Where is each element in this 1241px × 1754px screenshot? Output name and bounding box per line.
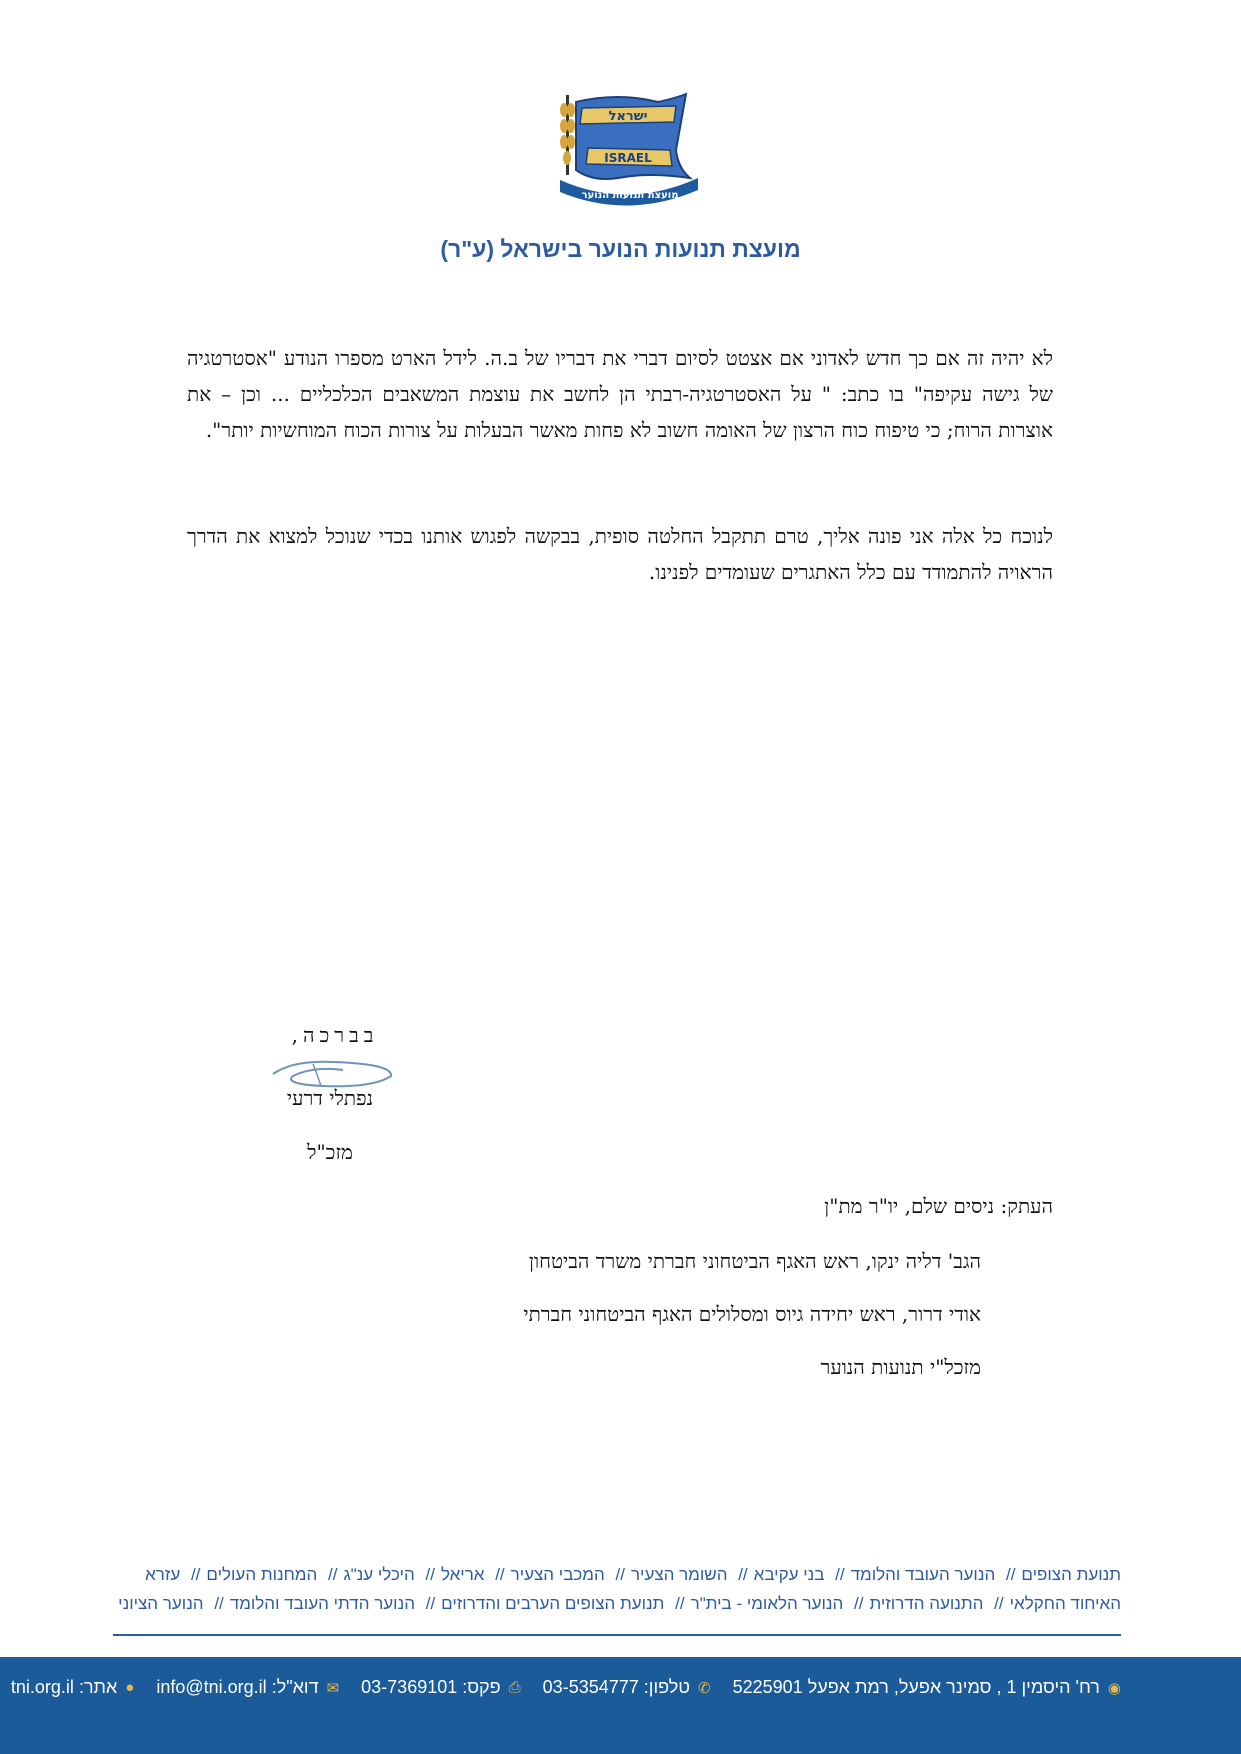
movement-name: הנוער הלאומי - בית"ר <box>690 1594 844 1613</box>
movement-name: אריאל <box>440 1565 485 1584</box>
signature-greeting: בברכה, <box>291 1023 379 1047</box>
email-text: דוא"ל: info@tni.org.il <box>156 1677 319 1697</box>
svg-text:ISRAEL: ISRAEL <box>604 151 652 165</box>
movements-row-2 <box>113 1594 1121 1614</box>
separator: // <box>214 1594 224 1613</box>
movement-name: האיחוד החקלאי <box>1009 1594 1121 1613</box>
cc-recipient: אודי דרור, ראש יחידה גיוס ומסלולים האגף הביטחוני חברתי <box>523 1302 981 1326</box>
phone-icon: ✆ <box>698 1679 711 1697</box>
separator: // <box>425 1594 436 1613</box>
separator: // <box>615 1565 625 1584</box>
globe-icon: ● <box>125 1679 135 1696</box>
cc-recipient: מזכל"י תנועות הנוער <box>820 1355 981 1379</box>
movements-row-1 <box>113 1565 1121 1585</box>
movement-name: המחנות העולים <box>206 1565 318 1584</box>
signer-title: מזכ"ל <box>307 1140 353 1164</box>
cc-recipient: הגב' דליה ינקו, ראש האגף הביטחוני חברתי משרד הביטחון <box>528 1249 981 1273</box>
separator: // <box>738 1565 748 1584</box>
org-title: מועצת תנועות הנוער בישראל (ע"ר) <box>440 236 801 262</box>
contact-info <box>10 1677 1121 1698</box>
location-pin-icon: ◉ <box>1107 1679 1121 1697</box>
movement-name: התנועה הדרוזית <box>869 1594 984 1613</box>
signer-name: נפתלי דרעי <box>286 1086 374 1110</box>
movement-name: המכבי הצעיר <box>510 1565 605 1584</box>
movement-name: היכלי ענ"ג <box>343 1565 415 1584</box>
printer-icon: ⎙ <box>508 1679 521 1696</box>
movement-name: הנוער העובד והלומד <box>850 1565 996 1584</box>
svg-text:מועצת תנועות הנוער: מועצת תנועות הנוער <box>581 190 679 201</box>
separator: // <box>835 1565 845 1584</box>
address-text: רח' היסמין 1 , סמינר אפעל, רמת אפעל 5225901 <box>732 1677 1100 1697</box>
website-text: אתר: tni.org.il <box>10 1677 118 1697</box>
separator: // <box>1005 1565 1016 1584</box>
footer-bar <box>0 1657 1241 1754</box>
separator: // <box>327 1565 338 1584</box>
movement-name: השומר הצעיר <box>630 1565 728 1584</box>
separator: // <box>190 1565 201 1584</box>
phone[interactable] <box>543 1677 711 1698</box>
cc-label: העתק: ניסים שלם, יו"ר מת"ן <box>824 1194 1053 1218</box>
org-logo <box>558 90 708 210</box>
movement-name: בני עקיבא <box>753 1565 825 1584</box>
letter-paragraph-2: לנוכח כל אלה אני פונה אליך, טרם תתקבל החלטה סופית, בבקשה לפגוש אותנו בכדי שנוכל למצוא את הדרך הראויה להתמודד עם כלל האתגרים שעומדים לפנינו. <box>187 524 1053 584</box>
movement-name: תנועת הצופים הערבים והדרוזים <box>441 1594 665 1613</box>
movement-name: הנוער הדתי העובד והלומד <box>229 1594 415 1613</box>
separator: // <box>675 1594 685 1613</box>
fax-text: פקס: 03-7369101 <box>361 1677 501 1697</box>
cc-list <box>523 1247 981 1406</box>
email[interactable] <box>156 1677 339 1698</box>
movement-name: עזרא <box>145 1565 181 1584</box>
fax <box>361 1677 521 1698</box>
letter-paragraph-1: לא יהיה זה אם כך חדש לאדוני אם אצטט לסיום דברי את דבריו של ב.ה. לידל הארט מספרו הנודע "אסטרטגיה של גישה עקיפה" בו כתב: " על האסטרטגיה-רבתי הן לחשב את עוצמת המשאבים הכלכליים ... וכן – את אוצרות הרוח; כי טיפוח כוח הרצון של האומה חשוב לא פחות מאשר הבעלות על צורות הכוח המוחשיות יותר". <box>187 346 1053 442</box>
envelope-icon: ✉ <box>326 1679 340 1697</box>
movement-name: הנוער הציוני <box>118 1594 204 1613</box>
footer-divider <box>113 1634 1121 1636</box>
separator: // <box>425 1565 435 1584</box>
separator: // <box>854 1594 864 1613</box>
wheat-icon <box>560 95 575 175</box>
signature-block <box>255 1020 415 1120</box>
website[interactable] <box>11 1677 134 1698</box>
phone-text: טלפון: 03-5354777 <box>542 1677 691 1697</box>
separator: // <box>994 1594 1004 1613</box>
movement-name: תנועת הצופים <box>1021 1565 1121 1584</box>
svg-text:ישראל: ישראל <box>608 109 648 124</box>
separator: // <box>495 1565 505 1584</box>
address <box>733 1677 1121 1698</box>
